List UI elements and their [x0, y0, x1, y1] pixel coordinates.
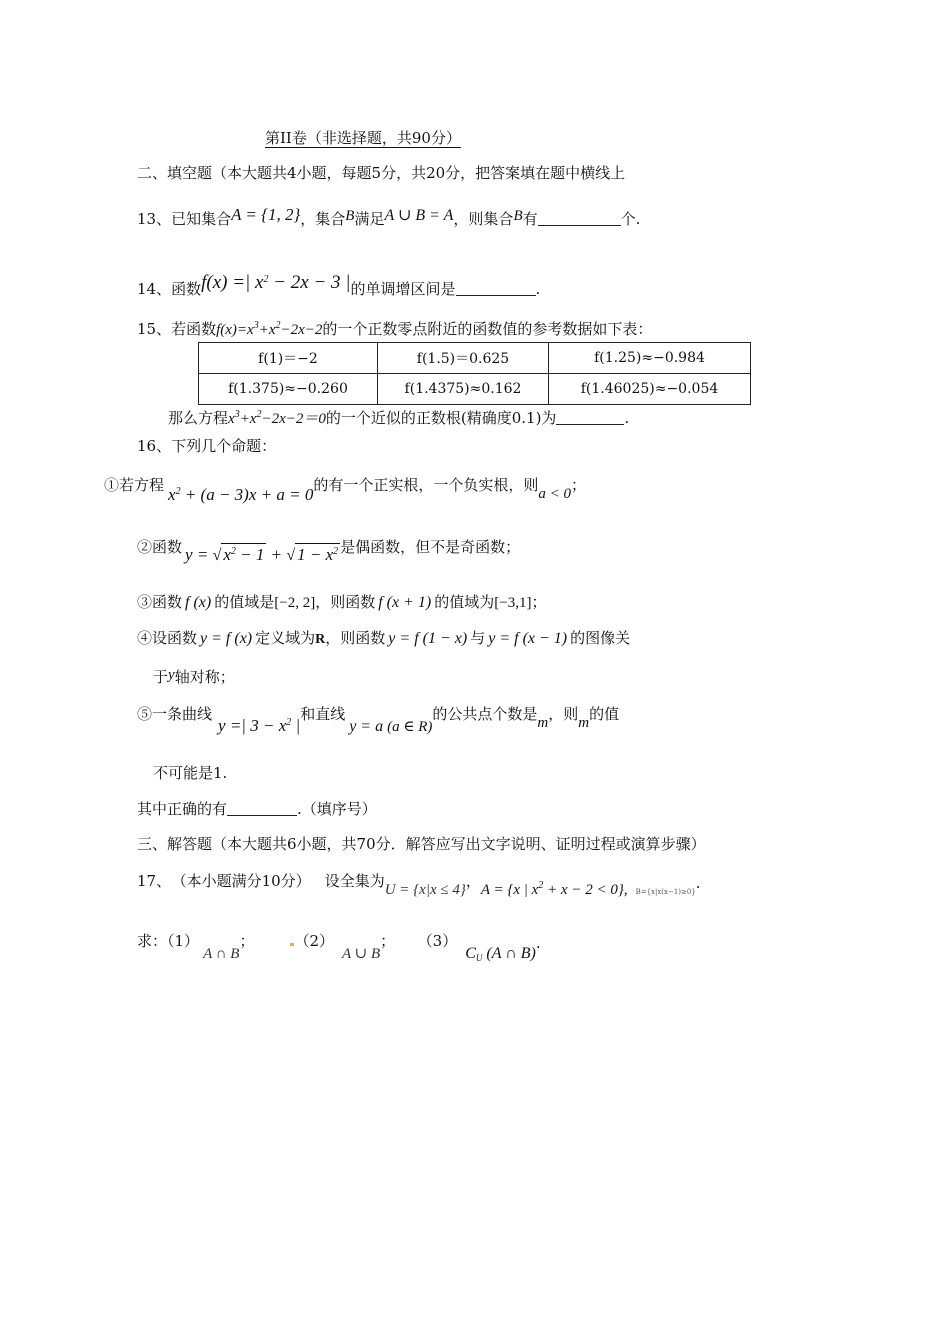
table-cell: f(1.375)≈−0.260 — [199, 374, 378, 405]
math-subscript: U — [475, 953, 483, 963]
text: 的公共点个数是 — [432, 705, 538, 723]
math-exponent: 2 — [275, 320, 281, 331]
text: 的值域为 — [434, 593, 495, 611]
math-part: − 2x − 3 | — [268, 272, 351, 293]
text: 求： — [137, 932, 168, 950]
math-range: [−2, 2] — [274, 595, 316, 611]
math-exponent: 2 — [538, 880, 544, 891]
text: 其中正确的有 — [137, 800, 228, 818]
section-3-heading: 三、解答题（本大题共6小题，共70分．解答应写出文字说明、证明过程或演算步骤） — [137, 835, 706, 853]
math-set-b: B={x|x(x−1)≥0} — [635, 888, 696, 896]
math-condition: a < 0 — [538, 486, 571, 502]
answer-blank[interactable] — [556, 409, 624, 425]
text: 的图像关 — [570, 629, 631, 647]
table-row — [199, 374, 751, 405]
proposition-5 — [137, 703, 619, 738]
text: 的有一个正实根，一个负实根，则 — [313, 476, 539, 494]
math-union: A ∪ B — [342, 946, 381, 962]
proposition-number: ④ — [137, 629, 153, 647]
proposition-4-cont — [153, 664, 235, 688]
answer-blank[interactable] — [538, 210, 621, 226]
math-range: [−3,1] — [494, 595, 532, 611]
text: . — [535, 280, 541, 298]
proposition-1 — [104, 474, 586, 506]
text: 是偶函数，但不是奇函数； — [340, 538, 521, 556]
math-exponent: 2 — [230, 546, 236, 557]
math-equation — [168, 485, 313, 504]
text: ，则 — [548, 705, 579, 723]
text: ； — [570, 476, 586, 494]
text: 的值域是 — [214, 593, 275, 611]
table-cell: f(1.46025)≈−0.054 — [549, 374, 751, 405]
question-number: 16、 — [137, 437, 172, 455]
math-condition: (a ∈ R) — [387, 719, 433, 735]
math-function: f (x) — [185, 594, 212, 611]
text: 与 — [470, 629, 486, 647]
text: 那么方程 — [168, 409, 229, 427]
math-part: | — [291, 716, 301, 735]
question-16 — [137, 435, 276, 457]
math-function — [201, 272, 350, 293]
text: 个. — [620, 210, 641, 228]
math-part: C — [465, 945, 476, 962]
math-function: f (x + 1) — [378, 594, 432, 611]
math-part: (A ∩ B) — [482, 945, 536, 962]
text: 的一个正数零点附近的函数值的参考数据如下表： — [322, 320, 653, 338]
text: 已知集合 — [171, 210, 232, 228]
text: ； — [531, 593, 547, 611]
proposition-number: ② — [137, 538, 153, 556]
question-14 — [137, 269, 540, 300]
math-intersection: A ∩ B — [203, 946, 240, 962]
text: ，则函数 — [325, 629, 386, 647]
text: ； — [380, 932, 396, 950]
math-exponent: 3 — [253, 320, 259, 331]
section-2-heading: 二、填空题（本大题共4小题，每题5分，共20分，把答案填在题中横线上 — [137, 164, 626, 182]
text: 设全集为 — [324, 872, 385, 890]
math-function: y = f (x − 1) — [488, 630, 568, 647]
text: 定义域为 — [255, 629, 316, 647]
sqrt-term — [221, 543, 266, 563]
math-complement — [465, 945, 536, 962]
question-13 — [137, 204, 640, 230]
question-16-answer — [137, 798, 377, 820]
text: . — [535, 934, 541, 952]
question-number: 17、 — [137, 872, 172, 890]
text: 一条曲线 — [152, 705, 213, 723]
text: 的单调增区间是 — [350, 280, 456, 298]
math-variable: m — [537, 715, 549, 731]
math-exponent: 2 — [175, 486, 181, 497]
math-part: −2x−2 — [280, 322, 323, 338]
math-axis: y — [168, 667, 175, 683]
math-part: + (a − 3)x + a = 0 — [180, 485, 314, 504]
math-exponent: 2 — [263, 274, 269, 285]
math-variable: m — [578, 715, 590, 731]
math-reals: R — [315, 632, 326, 647]
part-number: （2） — [294, 932, 335, 950]
text: ，则集合 — [453, 210, 514, 228]
math-function: y = f (1 − x) — [388, 630, 468, 647]
values-table — [198, 342, 751, 405]
math-part: + x − 2 < 0}, — [543, 882, 628, 898]
math-part: f(x)=x — [216, 322, 254, 338]
math-equation — [228, 411, 326, 427]
math-part: +x — [258, 322, 276, 338]
text: . — [624, 409, 630, 427]
text: 的一个近似的正数根(精确度0.1)为 — [325, 409, 557, 427]
proposition-4 — [137, 627, 630, 651]
sqrt-term — [295, 543, 340, 563]
text: ； — [239, 932, 255, 950]
question-17 — [137, 870, 701, 903]
math-part: + — [266, 545, 287, 564]
text: ， — [465, 872, 481, 890]
text: ，集合 — [300, 210, 346, 228]
text: . — [695, 874, 701, 892]
math-exponent: 3 — [234, 409, 240, 420]
math-part: y =| 3 − x — [218, 716, 287, 735]
table-cell: f(1.5)＝0.625 — [378, 343, 549, 374]
part-number: （1） — [167, 932, 200, 950]
text: 函数 — [152, 593, 183, 611]
math-function: y = f (x) — [200, 630, 253, 647]
proposition-3 — [137, 591, 546, 614]
math-part: x — [228, 411, 235, 427]
question-17-parts — [137, 930, 541, 969]
question-number: 14、 — [137, 280, 172, 298]
proposition-2 — [137, 536, 520, 567]
math-exponent: 2 — [286, 717, 292, 728]
sqrt-sign: √ — [212, 547, 222, 564]
text: 若函数 — [171, 320, 217, 338]
text: 有 — [522, 210, 538, 228]
text: 函数 — [152, 538, 183, 556]
proposition-5-cont: 不可能是1. — [153, 764, 228, 782]
question-15 — [137, 315, 652, 341]
text: 设函数 — [152, 629, 198, 647]
section-title: 第II卷（非选择题，共90分） — [265, 129, 461, 147]
math-line: y = a — [349, 718, 384, 735]
proposition-number: ③ — [137, 593, 153, 611]
math-function — [216, 322, 322, 338]
math-part: − 1 — [235, 545, 265, 564]
math-set-a — [481, 882, 628, 898]
text: 若方程 — [119, 476, 165, 494]
math-part: 1 − x — [297, 545, 334, 564]
text: ，则函数 — [315, 593, 376, 611]
text: 满足 — [354, 210, 385, 228]
part-number: （3） — [425, 932, 458, 950]
text: 和直线 — [300, 705, 346, 723]
math-function — [185, 545, 340, 564]
text: 于 — [153, 668, 169, 686]
question-number: 13、 — [137, 210, 172, 228]
text: 函数 — [171, 280, 202, 298]
text: 的值 — [589, 705, 620, 723]
question-15-conclusion — [168, 404, 629, 430]
text: 轴对称； — [174, 668, 235, 686]
proposition-number: ① — [104, 476, 120, 494]
math-union: A ∪ B = A — [384, 207, 454, 224]
math-exponent: 2 — [333, 546, 339, 557]
score-note: （本小题满分10分） — [179, 872, 311, 890]
math-set-b: B — [345, 208, 355, 224]
math-universal-set: U = {x|x ≤ 4} — [384, 882, 466, 898]
math-part: +x — [239, 411, 257, 427]
math-part: A = {x | x — [480, 882, 539, 898]
math-exponent: 2 — [256, 409, 262, 420]
answer-blank[interactable] — [227, 800, 297, 816]
answer-blank[interactable] — [456, 280, 536, 296]
table-row — [199, 343, 751, 374]
math-part: −2x−2＝0 — [261, 411, 326, 427]
math-part: f(x) =| x — [201, 272, 264, 293]
question-number: 15、 — [137, 320, 172, 338]
math-set-a: A = {1, 2} — [231, 205, 301, 224]
sqrt-sign: √ — [286, 547, 296, 564]
math-part: x — [168, 485, 176, 504]
table-cell: f(1)＝−2 — [199, 343, 378, 374]
table-cell: f(1.4375)≈0.162 — [378, 374, 549, 405]
proposition-number: ⑤ — [137, 705, 153, 723]
text: .（填序号） — [297, 800, 377, 818]
math-part: y = — [185, 545, 213, 564]
math-curve — [218, 716, 300, 735]
math-part: x — [223, 545, 231, 564]
table-cell: f(1.25)≈−0.984 — [549, 343, 751, 374]
math-set-b: B — [513, 208, 523, 224]
text: 下列几个命题： — [171, 437, 277, 455]
